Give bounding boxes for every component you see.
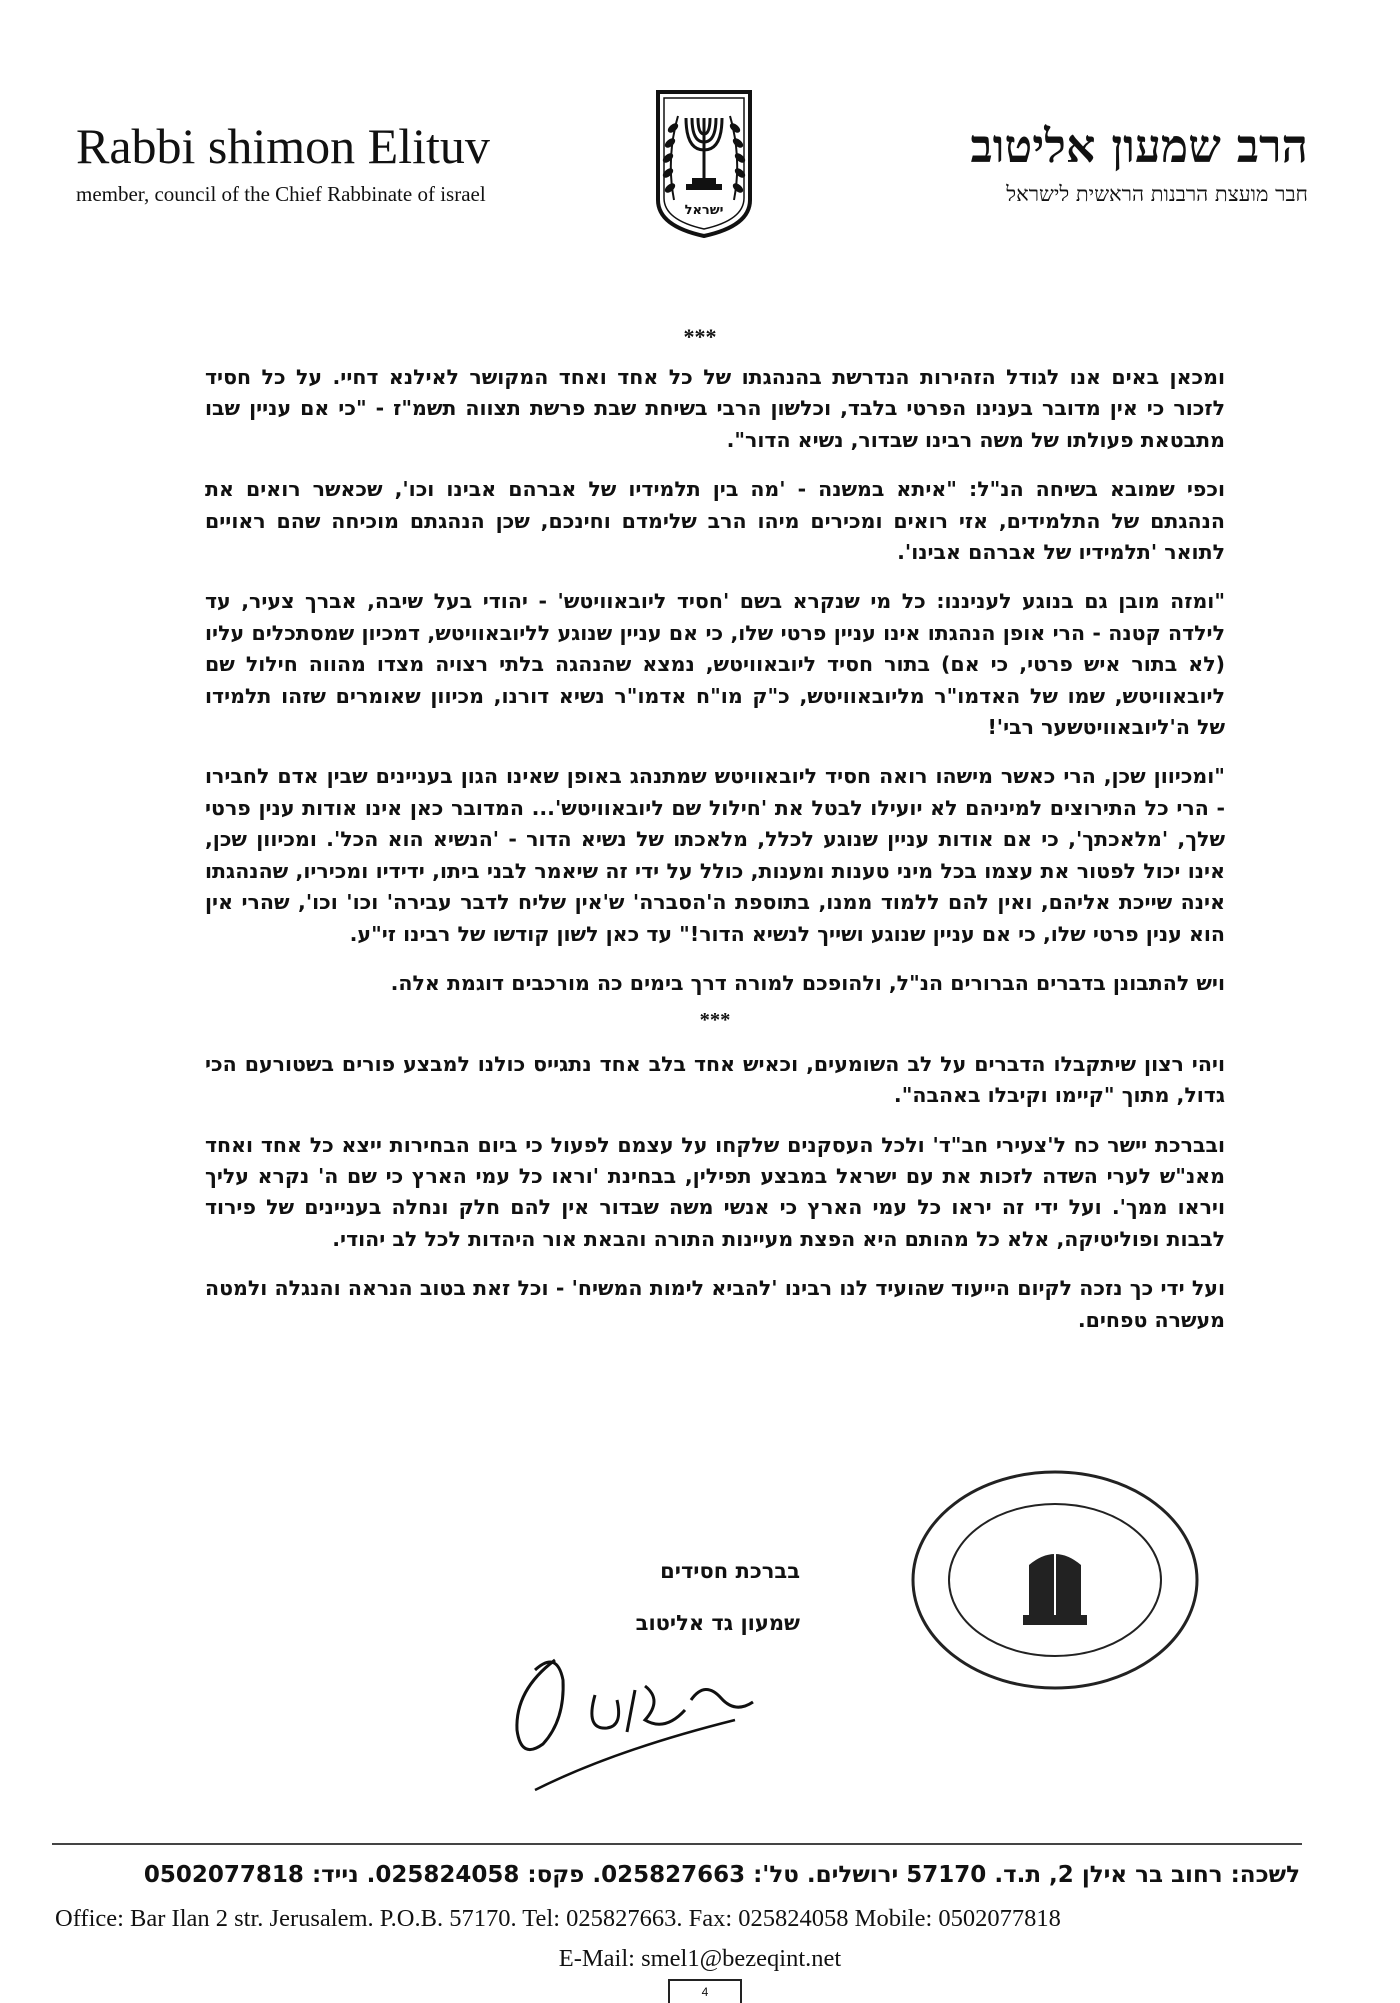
footer-email: E-Mail: smel1@bezeqint.net (558, 1945, 842, 1972)
paragraph-2: וכפי שמובא בשיחה הנ"ל: "איתא במשנה - 'מה בין תלמידיו של אברהם אבינו וכו', שכאשר רואים את הנהגתם של התלמידים, אזי רואים ומכירים מיהו הרב שלימדם וחינכם, שכן הנהגתם מוכיחה שהם ראויים לתואר 'תלמידיו של אברהם אבינו'. (205, 477, 1225, 565)
rabbi-title-hebrew: חבר מועצת הרבנות הראשית לישראל (1006, 182, 1308, 206)
paragraph-1: ומכאן באים אנו לגודל הזהירות הנדרשת בהנהגתו של כל אחד ואחד המקושר לאילנא דחיי. על כל חסיד לזכור כי אין מדובר בענינו הפרטי בלבד, וכלשון הרבי בשיחת שבת פרשת תצווה תשמ"ז - "כי אם עניין שבו מתבטאת פעולתו של משה רבינו שבדור, נשיא הדור". (205, 365, 1225, 452)
letterhead-english (76, 118, 536, 207)
section-separator-top: *** (683, 324, 717, 349)
emblem-label: ישראל (684, 203, 724, 218)
footer-address-hebrew: לשכה: רחוב בר אילן 2, ת.ד. 57170 ירושלים. טל': 025827663. פקס: 025824058. נייד: 0502077818 (143, 1862, 1300, 1888)
paragraph-6: ויהי רצון שיתקבלו הדברים על לב השומעים, וכאיש אחד בלב אחד נתגייס כולנו למבצע פורים בשטורעם הכי גדול, מתוך "קיימו וקיבלו באהבה". (205, 1051, 1225, 1108)
rabbi-name-english: Rabbi shimon Elituv (76, 118, 490, 174)
rabbi-name-hebrew: הרב שמעון אליטוב (970, 119, 1308, 173)
rabbi-stamp-seal (905, 1465, 1205, 1695)
signature-block (560, 1545, 800, 1649)
paragraph-4: "ומכיוון שכן, הרי כאשר מישהו רואה חסיד ליובאוויטש שמתנהג באופן שאינו הגון בעניינים שבין אדם לחבירו - הרי כל התירוצים למיניהם לא יועילו לבטל את 'חילול שם ליובאוויטש'... המדובר כאן אינו אודות ענין פרטי שלך, 'מלאכתך', כי אם אודות עניין שנוגע לכלל, מלאכתו של נשיא הדור - 'הנשיא הוא הכל'. ומכיוון שכן, אינו יכול לפטור את עצמו בכל מיני טענות ומענות, כולל על ידי זה שיאמר לבני ביתו, ידידיו ומכיריו, שהנהגתו אינה שייכת אליהם, ואין להם ללמוד ממנו, בתוספת ה'הסברה' ש'אין שליח לדבר עבירה' וכו' וכו', שהרי אין הוא ענין פרטי שלו, כי אם עניין שנוגע ושייך לנשיא הדור!" עד כאן לשון קודשו של רבינו זי"ע. (205, 764, 1225, 946)
state-emblem-icon (652, 88, 756, 238)
letterhead-hebrew (828, 118, 1308, 207)
page-number: 4 (668, 1979, 742, 2003)
paragraph-7: ובברכת יישר כח ל'צעירי חב"ד' ולכל העסקנים שלקחו על עצמם לפעול כי ביום הבחירות ייצא כל אחד ואחד מאנ"ש לערי השדה לזכות את עם ישראל במבצע תפילין, בבחינת 'וראו כל עמי הארץ כי שם ה' נקרא עליך ויראו ממך'. ועל ידי זה יראו כל עמי הארץ כי אנשי משה שבדור אין להם חלק ונחלה בעניינים של פירוד לבבות ופוליטיקה, אלא כל מהותם היא הפצת מעיינות התורה והבאת אור היהדות לכל לב יהודי. (205, 1132, 1225, 1251)
paragraph-5: ויש להתבונן בדברים הברורים הנ"ל, ולהופכם למורה דרך בימים כה מורכבים דוגמת אלה. (390, 970, 1225, 995)
signature-closing: בברכת חסידים (660, 1559, 800, 1583)
handwritten-signature (495, 1640, 780, 1800)
footer-address-english: Office: Bar Ilan 2 str. Jerusalem. P.O.B. 57170. Tel: 025827663. Fax: 025824058 Mobile: 0502077818 (55, 1905, 1061, 1932)
paragraph-8: ועל ידי כך נזכה לקיום הייעוד שהועיד לנו רבינו 'להביא לימות המשיח' - וכל זאת בטוב הנראה והנגלה ולמטה מעשרה טפחים. (205, 1276, 1225, 1332)
signature-name: שמעון גד אליטוב (635, 1611, 800, 1635)
section-separator-middle: *** (699, 1009, 731, 1032)
paragraph-3: "ומזה מובן גם בנוגע לעניננו: כל מי שנקרא בשם 'חסיד ליובאוויטש' - יהודי בעל שיבה, אברך צעיר, עד לילדה קטנה - הרי אופן הנהגתו אינו עניין פרטי שלו, כי אם עניין שנוגע לליובאוויטש, דמכיון שמסתכלים עליו (לא בתור איש פרטי, כי אם) בתור חסיד ליובאוויטש, נמצא שהנהגה בלתי רצויה מצדו מהווה חילול שם ליובאוויטש, שמו של האדמו"ר מליובאוויטש, כ"ק מו"ח אדמו"ר נשיא דורנו, מכיוון שאומרים שזהו תלמידו של ה'ליובאוויטשער רבי'! (205, 589, 1225, 740)
letter-body (205, 362, 1225, 1354)
rabbi-title-english: member, council of the Chief Rabbinate of israel (76, 182, 486, 206)
footer-divider (52, 1843, 1302, 1845)
